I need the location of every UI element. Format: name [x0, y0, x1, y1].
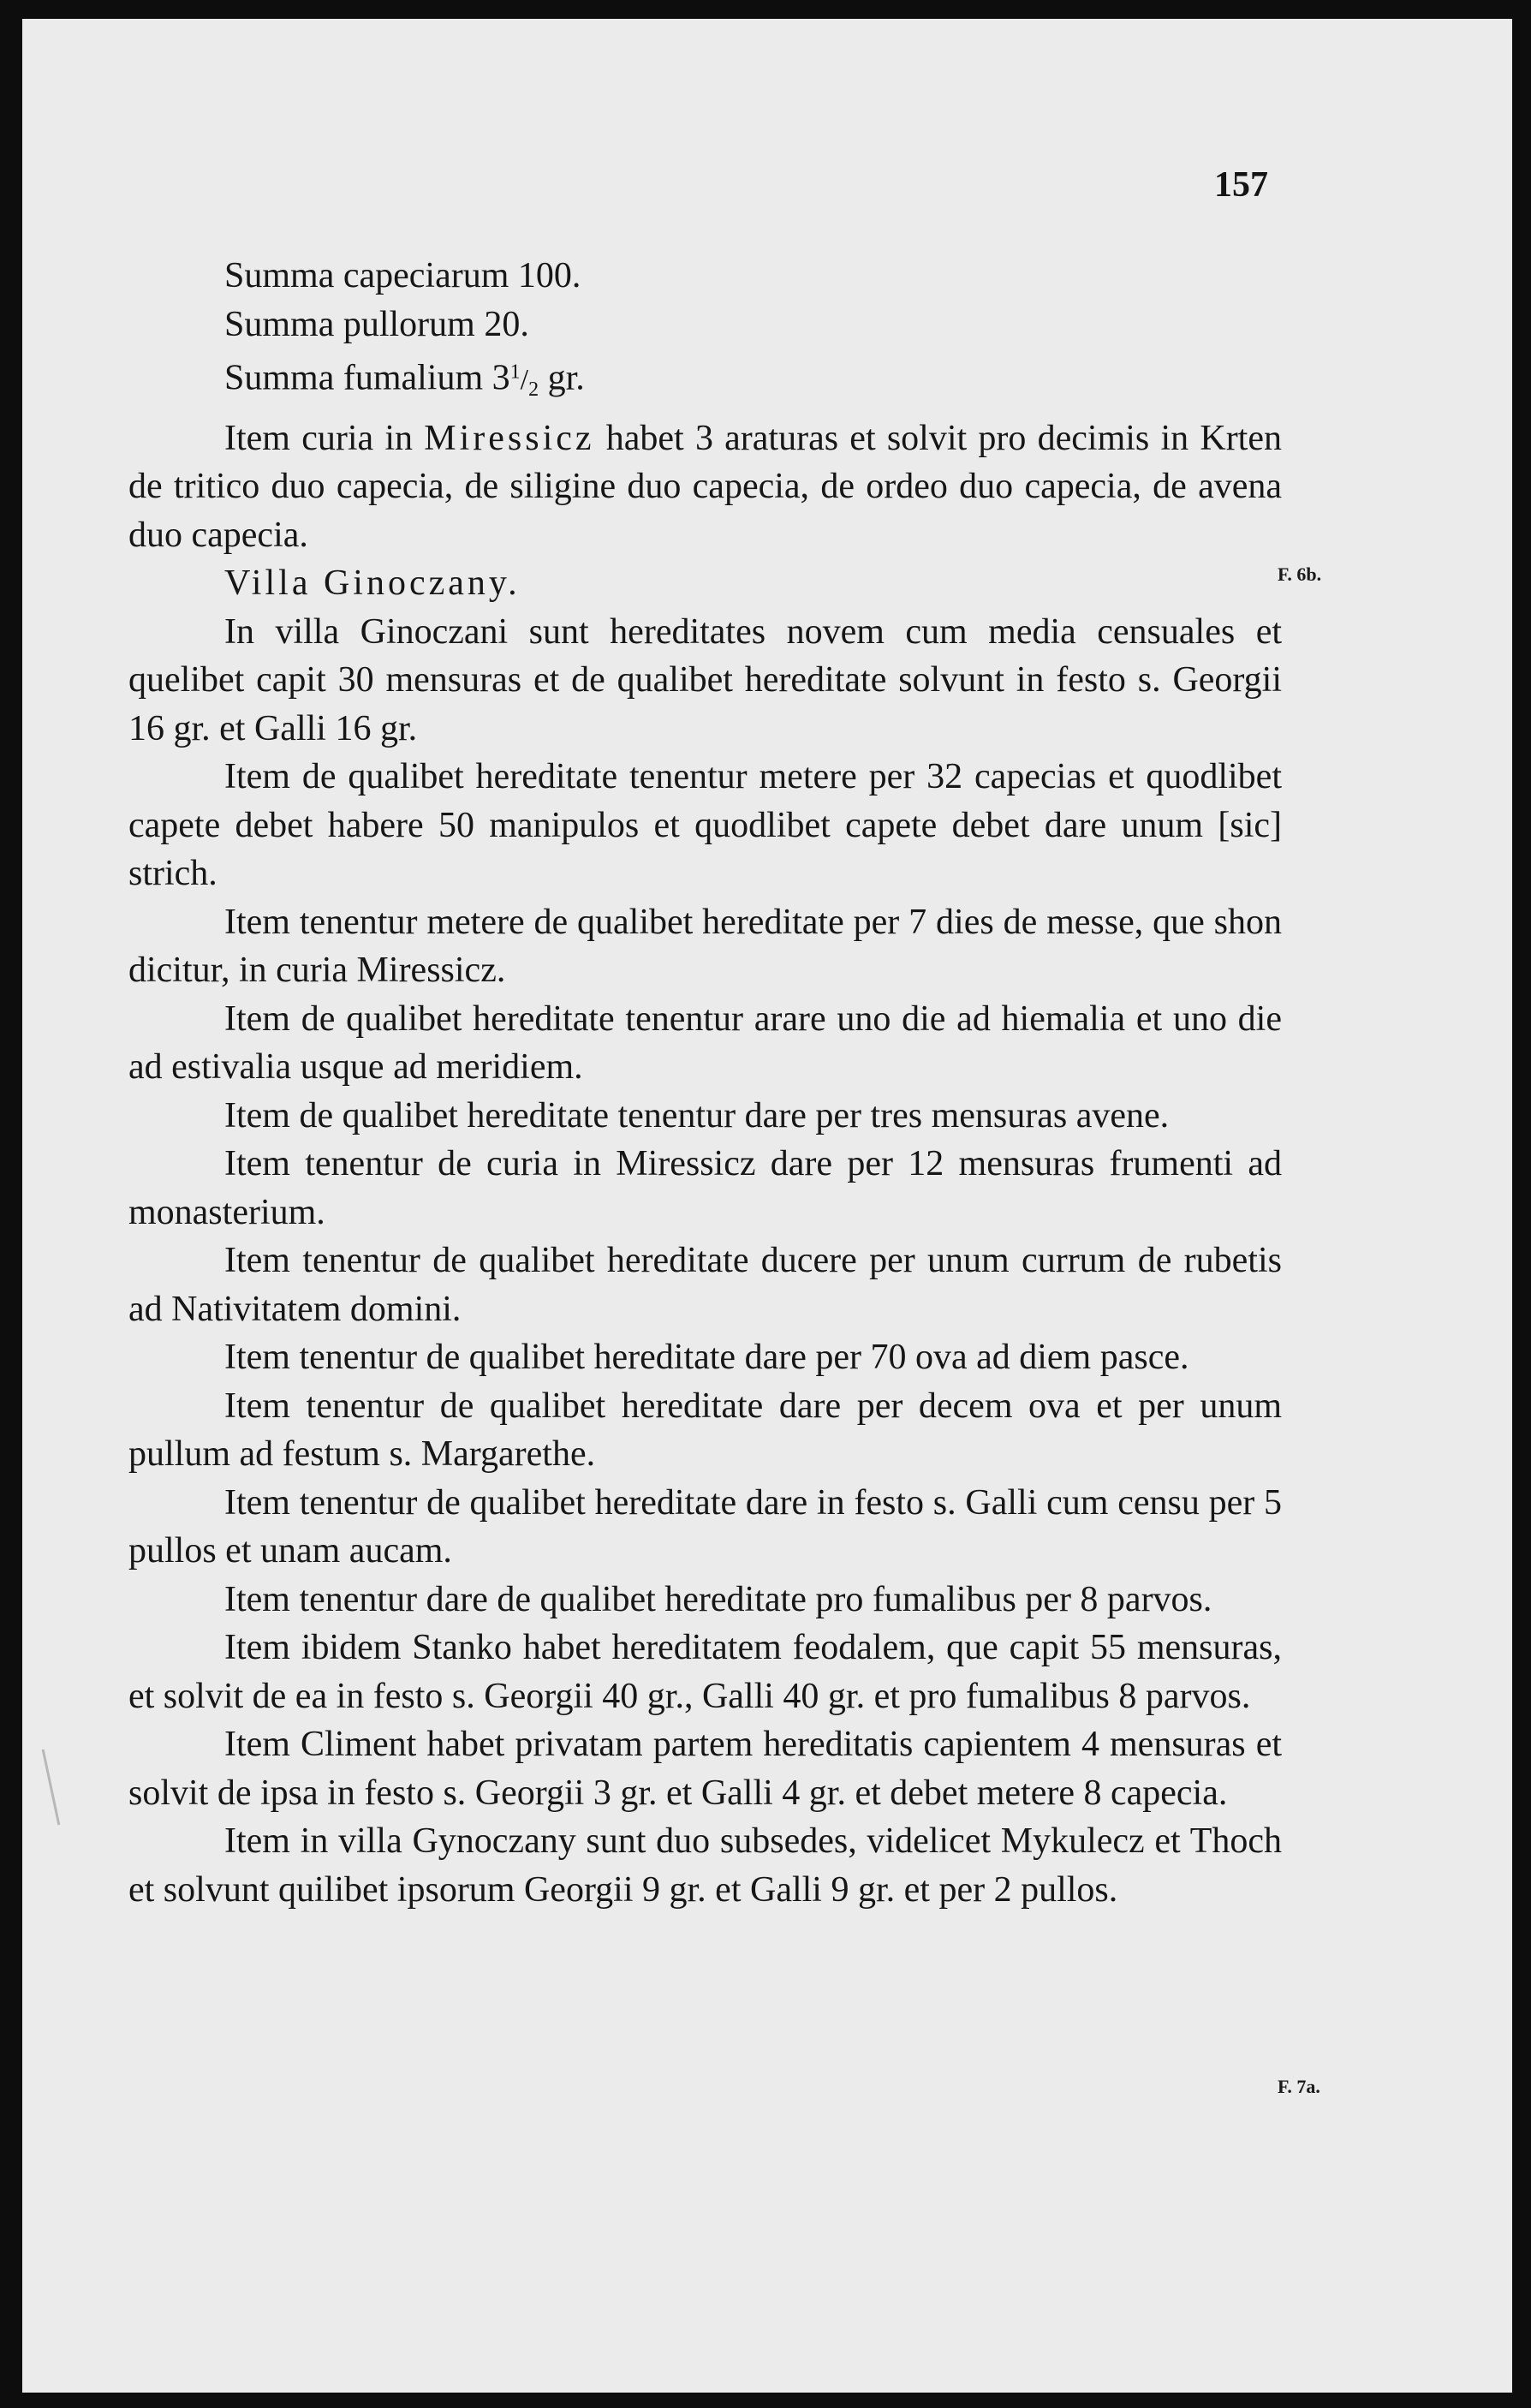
- paragraph: Item in villa Gynoczany sunt duo subsedes, videlicet Mykulecz et Thoch et solvunt quilibet ipsorum Georgii 9 gr. et Galli 9 gr. et per 2 pullos.: [128, 1821, 1282, 1910]
- fraction-denominator: 2: [528, 378, 539, 402]
- paragraph: Item tenentur de qualibet hereditate dare in festo s. Galli cum censu per 5 pullos et unam aucam.: [128, 1482, 1282, 1571]
- paragraph: Item tenentur de qualibet hereditate ducere per unum currum de rubetis ad Nativitatem domini.: [128, 1241, 1282, 1329]
- scan-mark: [42, 1749, 61, 1826]
- paragraph-curia: [128, 414, 1282, 560]
- summary-fumalium: [128, 349, 1282, 414]
- curia-after: habet 3 araturas et solvit pro decimis in Krten de tritico duo capecia, de siligine duo capecia, de ordeo duo capecia, de avena duo capecia.: [128, 418, 1282, 555]
- paragraph: Item de qualibet hereditate tenentur metere per 32 capecias et quodlibet capete debet habere 50 manipulos et quodlibet capete debet dare unum [sic] strich.: [128, 757, 1282, 894]
- paragraph: Item tenentur de qualibet hereditate dare per 70 ova ad diem pasce.: [224, 1338, 1189, 1378]
- paragraph: Item tenentur de curia in Miressicz dare per 12 mensuras frumenti ad monasterium.: [128, 1144, 1282, 1232]
- fumalium-suffix: gr.: [539, 358, 585, 398]
- fraction-numerator: 1: [509, 361, 521, 384]
- paragraph: In villa Ginoczani sunt hereditates novem cum media censuales et quelibet capit 30 mensuras et de qualibet hereditate solvunt in festo s. Georgii 16 gr. et Galli 16 gr.: [128, 611, 1282, 748]
- fraction: $^1/_2$: [509, 361, 539, 402]
- page-number: 157: [1214, 165, 1268, 205]
- margin-note-folio-6b: F. 6b.: [1278, 563, 1322, 585]
- document-body: [128, 252, 1282, 1914]
- paragraph: Item ibidem Stanko habet hereditatem feodalem, que capit 55 mensuras, et solvit de ea in festo s. Georgii 40 gr., Galli 40 gr. et pro fumalibus 8 parvos.: [128, 1628, 1282, 1716]
- paragraph: Item tenentur dare de qualibet hereditate pro fumalibus per 8 parvos.: [224, 1579, 1212, 1619]
- paragraph: Item de qualibet hereditate tenentur arare uno die ad hiemalia et uno die ad estivalia usque ad meridiem.: [128, 998, 1282, 1088]
- summary-capeciarum: Summa capeciarum 100.: [224, 256, 581, 295]
- document-page: [22, 19, 1512, 2393]
- curia-place: Miressicz: [424, 418, 595, 458]
- fumalium-prefix: Summa fumalium 3: [224, 358, 510, 398]
- paragraph: Item tenentur metere de qualibet hereditate per 7 dies de messe, que shon dicitur, in curia Miressicz.: [128, 902, 1282, 991]
- paragraph: Item de qualibet hereditate tenentur dare per tres mensuras avene.: [224, 1095, 1170, 1135]
- villa-heading: Villa Ginoczany.: [224, 563, 521, 604]
- curia-before: Item curia in: [224, 418, 425, 458]
- paragraph: Item tenentur de qualibet hereditate dare per decem ova et per unum pullum ad festum s. Margarethe.: [128, 1386, 1282, 1475]
- paragraph: Item Climent habet privatam partem hereditatis capientem 4 mensuras et solvit de ipsa in festo s. Georgii 3 gr. et Galli 4 gr. et debet metere 8 capecia.: [128, 1725, 1282, 1813]
- summary-pullorum: Summa pullorum 20.: [224, 304, 529, 344]
- margin-note-folio-7a: F. 7a.: [1278, 2076, 1320, 2097]
